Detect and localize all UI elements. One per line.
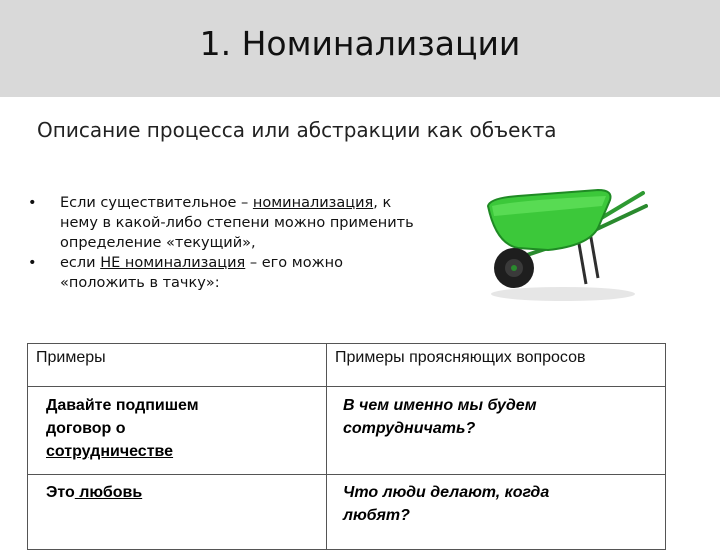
question-text: В чем именно мы будем — [343, 397, 537, 414]
example-text: любовь — [74, 484, 143, 501]
bullet-underlined-term: НЕ номинализация — [100, 255, 246, 271]
bullet-marker: • — [28, 255, 37, 271]
bullet-item — [28, 193, 468, 253]
example-cell — [28, 475, 327, 550]
table-row — [28, 387, 666, 475]
bullet-text: «положить в тачку»: — [60, 275, 220, 291]
example-text: сотрудничестве — [46, 443, 174, 460]
wheelbarrow-icon — [478, 176, 648, 306]
example-text: Давайте подпишем — [46, 397, 199, 414]
table-header-cell — [327, 344, 666, 387]
question-cell — [327, 475, 666, 550]
example-cell — [28, 387, 327, 475]
example-text: Это — [46, 484, 75, 501]
bullet-text: , к — [373, 195, 392, 211]
bullet-list — [28, 193, 468, 293]
bullet-marker: • — [28, 195, 37, 211]
examples-table — [27, 343, 666, 550]
bullet-item — [28, 253, 468, 293]
bullet-text: если — [60, 255, 101, 271]
bullet-text: нему в какой-либо степени можно применить — [60, 215, 414, 231]
table-header-row — [28, 344, 666, 387]
table-header-cell — [28, 344, 327, 387]
bullet-text: Если существительное – — [60, 195, 253, 211]
slide-title: 1. Номинализации — [199, 24, 521, 63]
bullet-text: определение «текущий», — [60, 235, 256, 251]
header-examples: Примеры — [36, 349, 106, 366]
header-questions: Примеры проясняющих вопросов — [335, 349, 586, 366]
table-row — [28, 475, 666, 550]
question-cell — [327, 387, 666, 475]
question-text: Что люди делают, когда — [343, 484, 550, 501]
slide-subtitle: Описание процесса или абстракции как объекта — [37, 118, 557, 142]
example-text: договор о — [46, 420, 126, 437]
question-text: любят? — [343, 507, 410, 524]
question-text: сотрудничать? — [343, 420, 476, 437]
bullet-underlined-term: номинализация — [252, 195, 374, 211]
bullet-text: – его можно — [245, 255, 343, 271]
